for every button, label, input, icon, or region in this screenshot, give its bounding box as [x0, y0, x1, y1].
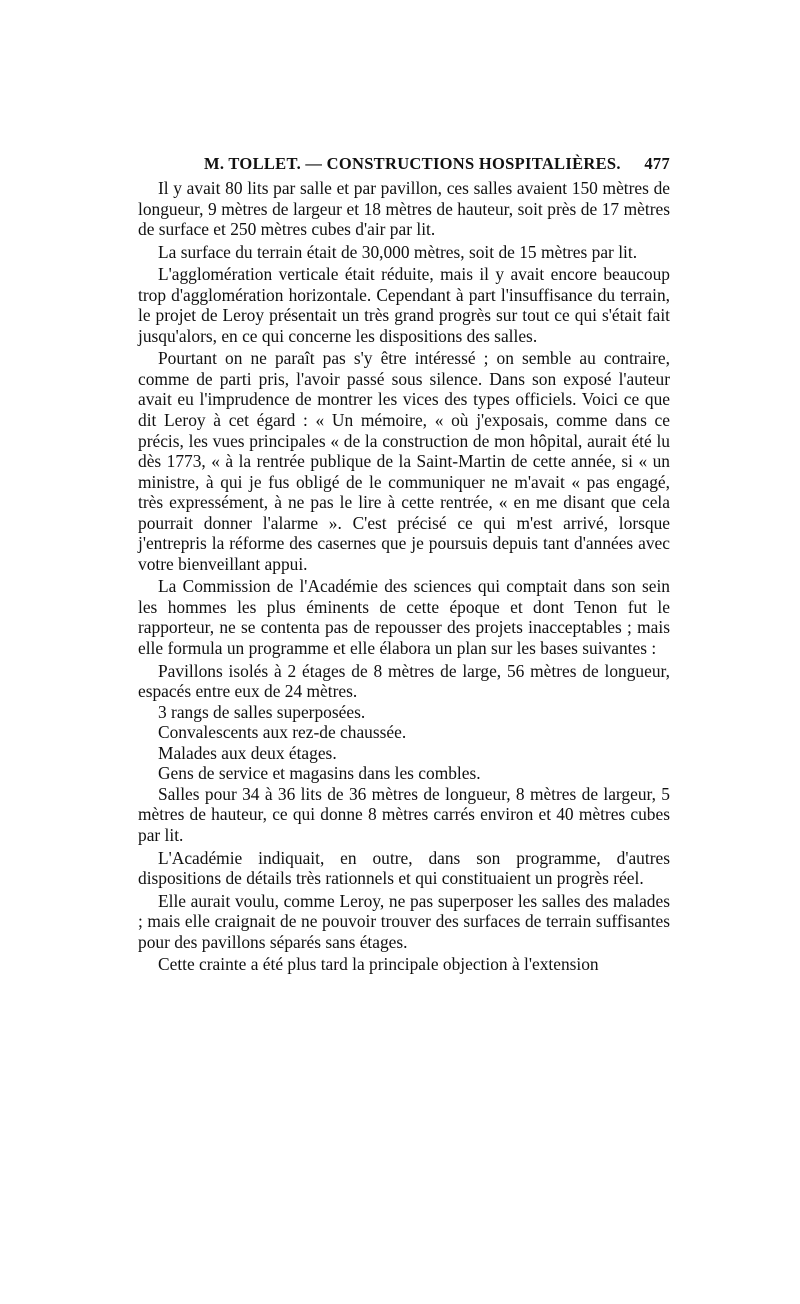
paragraph-beds-per-ward: Il y avait 80 lits par salle et par pavillon, ces salles avaient 150 mètres de longueur, 9 mètres de largeur et 18 mètres de hauteur, soit près de 17 mètres de surface et 250 mètres cubes d'air par lit. [138, 178, 670, 240]
paragraph-academy-commission: La Commission de l'Académie des sciences qui comptait dans son sein les hommes les plus éminents de cette époque et dont Tenon fut le rapporteur, ne se contenta pas de repousser des projets inacceptables ; mais elle formula un programme et elle élabora un plan sur les bases suivantes : [138, 576, 670, 659]
list-item-service-staff: Gens de service et magasins dans les combles. [158, 763, 481, 784]
paragraph-leroy-quote: Pourtant on ne paraît pas s'y être intéressé ; on semble au contraire, comme de parti pris, l'avoir passé sous silence. Dans son exposé l'auteur avait eu l'imprudence de montrer les vices des types officiels. Voici ce que dit Leroy à cet égard : « Un mémoire, « où j'exposais, comme dans ce précis, les vues principales « de la construction de mon hôpital, aurait été lu dès 1773, « à la rentrée publique de la Saint-Martin de cette année, si « un ministre, à qui je fus obligé de le communiquer ne m'avait « pas engagé, très expressément, à ne pas le lire à cette rentrée, « en me disant que cela pourrait donner l'alarme ». C'est précisé ce qui m'est arrivé, lorsque j'entrepris la réforme des casernes que je poursuis depuis tant d'années avec votre bienveillant appui. [138, 348, 670, 574]
paragraph-ward-dimensions: Salles pour 34 à 36 lits de 36 mètres de longueur, 8 mètres de largeur, 5 mètres de hauteur, ce qui donne 8 mètres carrés environ et 40 mètres cubes par lit. [138, 783, 670, 845]
paragraph-final-line: Cette crainte a été plus tard la principale objection à l'extension [158, 954, 599, 975]
running-header [138, 150, 670, 178]
paragraph-academy-program: L'Académie indiquait, en outre, dans son programme, d'autres dispositions de détails très rationnels et qui constituaient un progrès réel. [138, 847, 670, 889]
paragraph-terrain-surface: La surface du terrain était de 30,000 mètres, soit de 15 mètres par lit. [158, 241, 638, 262]
body-text [138, 178, 670, 975]
running-title: M. TOLLET. — CONSTRUCTIONS HOSPITALIÈRES. [204, 154, 621, 173]
list-item-convalescents: Convalescents aux rez-de chaussée. [158, 722, 407, 743]
paragraph-agglomeration: L'agglomération verticale était réduite, mais il y avait encore beaucoup trop d'agglomération horizontale. Cependant à part l'insuffisance du terrain, le projet de Leroy présentait un très grand progrès sur tout ce qui s'était fait jusqu'alors, en ce qui concerne les dispositions des salles. [138, 264, 670, 346]
paragraph-no-superposition: Elle aurait voulu, comme Leroy, ne pas superposer les salles des malades ; mais elle craignait de ne pouvoir trouver des surfaces de terrain suffisantes pour des pavillons séparés sans étages. [138, 890, 670, 952]
list-item-patients: Malades aux deux étages. [158, 742, 337, 763]
list-item-pavilions: Pavillons isolés à 2 étages de 8 mètres de large, 56 mètres de longueur, espacés entre eux de 24 mètres. [138, 660, 670, 702]
list-item-ward-rows: 3 rangs de salles superposées. [158, 701, 366, 722]
book-page [138, 150, 670, 977]
page-number: 477 [644, 154, 670, 173]
